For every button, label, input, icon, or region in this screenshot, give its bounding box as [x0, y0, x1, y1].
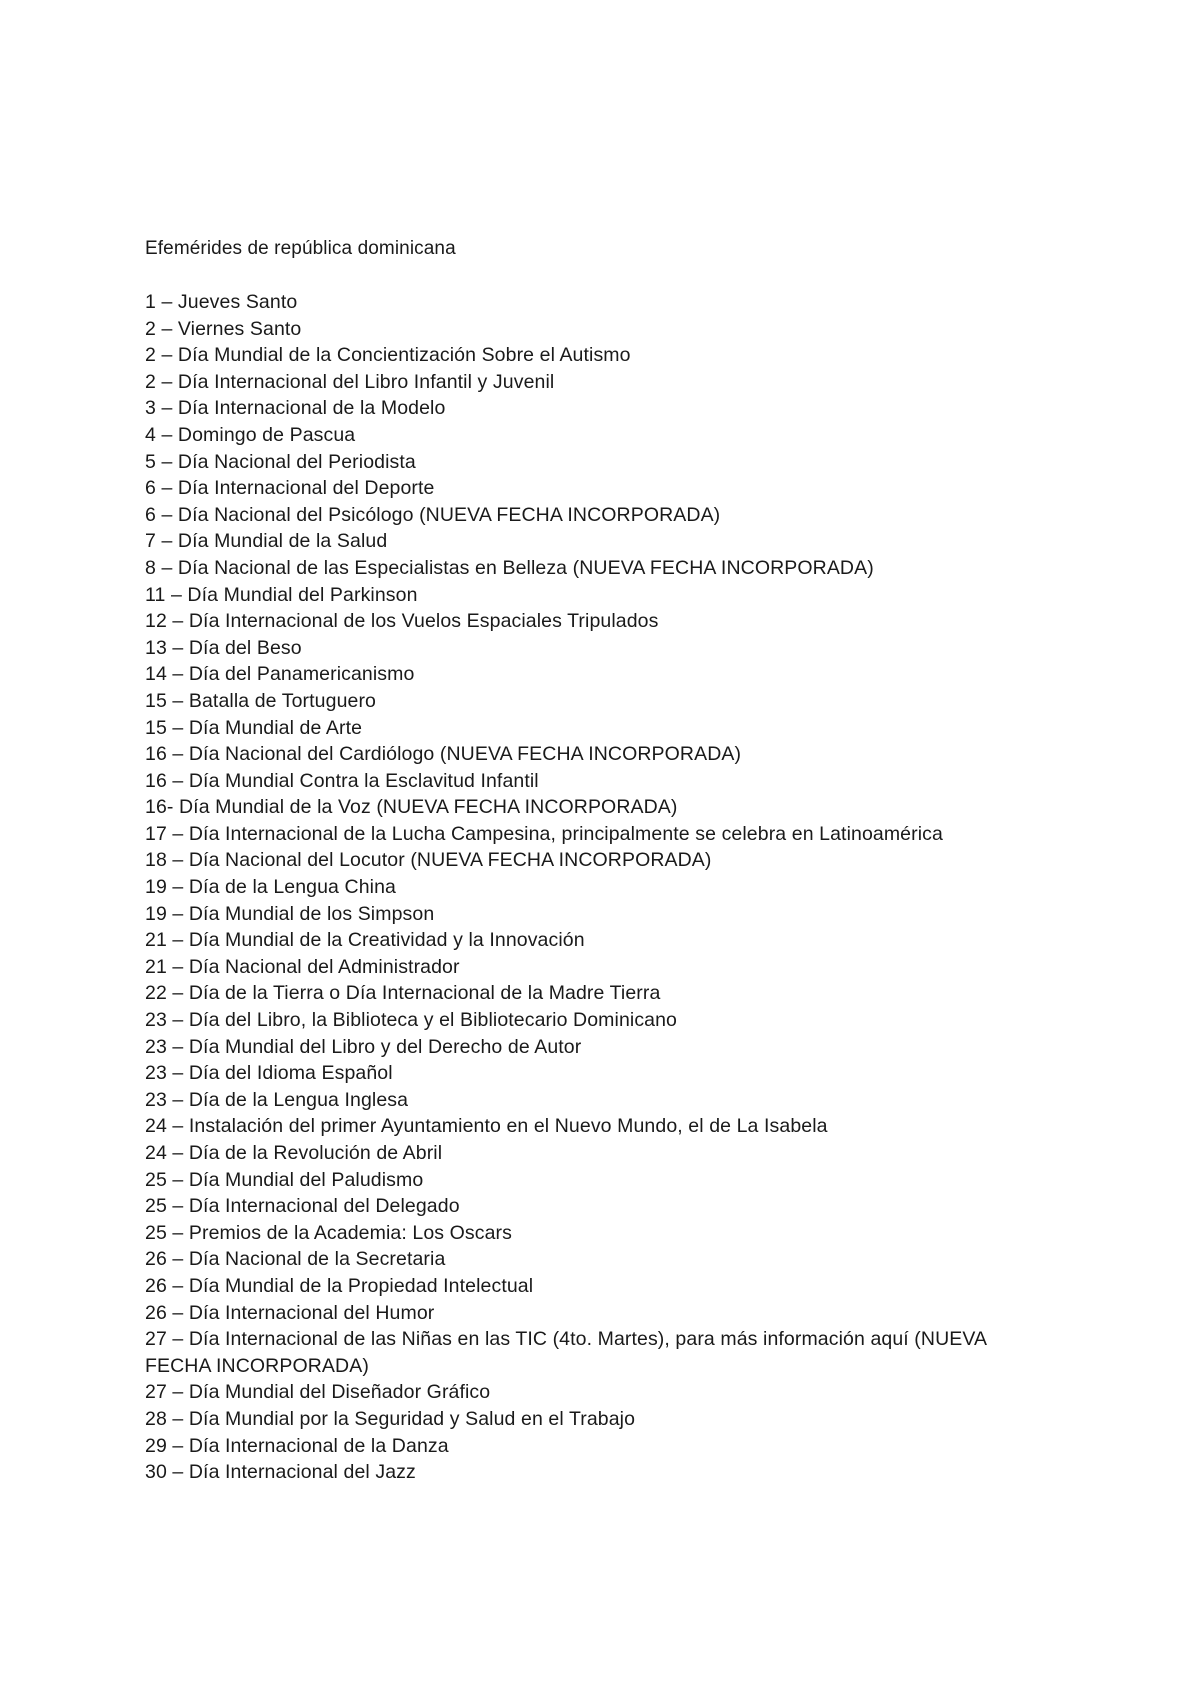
list-item: 27 – Día Internacional de las Niñas en las TIC (4to. Martes), para más información aquí (NUEVA FECHA INCORPORADA)	[145, 1328, 987, 1377]
list-item: 25 – Premios de la Academia: Los Oscars	[145, 1221, 512, 1244]
list-item: 17 – Día Internacional de la Lucha Campesina, principalmente se celebra en Latinoamérica	[145, 822, 943, 845]
list-item: 28 – Día Mundial por la Seguridad y Salud en el Trabajo	[145, 1407, 636, 1430]
list-item: 12 – Día Internacional de los Vuelos Espaciales Tripulados	[145, 610, 659, 633]
list-item: 19 – Día de la Lengua China	[145, 876, 396, 899]
list-item: 24 – Instalación del primer Ayuntamiento en el Nuevo Mundo, el de La Isabela	[145, 1115, 828, 1138]
list-item: 18 – Día Nacional del Locutor (NUEVA FECHA INCORPORADA)	[145, 849, 712, 872]
list-item: 22 – Día de la Tierra o Día Internacional de la Madre Tierra	[145, 982, 661, 1005]
list-item: 26 – Día Internacional del Humor	[145, 1301, 435, 1324]
list-item: 29 – Día Internacional de la Danza	[145, 1434, 449, 1457]
list-item: 25 – Día Internacional del Delegado	[145, 1195, 460, 1218]
list-item: 21 – Día Mundial de la Creatividad y la Innovación	[145, 929, 585, 952]
list-item: 3 – Día Internacional de la Modelo	[145, 397, 446, 420]
list-item: 1 – Jueves Santo	[145, 291, 298, 313]
list-item: 14 – Día del Panamericanismo	[145, 663, 415, 686]
list-item: 2 – Viernes Santo	[145, 317, 302, 340]
list-item: 19 – Día Mundial de los Simpson	[145, 902, 435, 925]
list-item: 8 – Día Nacional de las Especialistas en Belleza (NUEVA FECHA INCORPORADA)	[145, 556, 874, 579]
list-item: 15 – Día Mundial de Arte	[145, 716, 363, 739]
list-item: 16 – Día Mundial Contra la Esclavitud Infantil	[145, 769, 539, 792]
list-item: 2 – Día Mundial de la Concientización Sobre el Autismo	[145, 344, 631, 367]
list-item: 16- Día Mundial de la Voz (NUEVA FECHA INCORPORADA)	[145, 796, 678, 819]
list-item: 4 – Domingo de Pascua	[145, 423, 356, 446]
list-item: 25 – Día Mundial del Paludismo	[145, 1168, 424, 1191]
list-item: 5 – Día Nacional del Periodista	[145, 450, 416, 473]
list-item: 6 – Día Nacional del Psicólogo (NUEVA FECHA INCORPORADA)	[145, 503, 721, 526]
list-item: 23 – Día del Idioma Español	[145, 1062, 393, 1085]
list-item: 15 – Batalla de Tortuguero	[145, 689, 376, 712]
list-item: 21 – Día Nacional del Administrador	[145, 955, 460, 978]
ephemeris-list	[145, 289, 1045, 1486]
list-item: 16 – Día Nacional del Cardiólogo (NUEVA FECHA INCORPORADA)	[145, 743, 742, 766]
list-item: 30 – Día Internacional del Jazz	[145, 1461, 416, 1484]
document-title: Efemérides de república dominicana	[145, 238, 456, 259]
list-item: 27 – Día Mundial del Diseñador Gráfico	[145, 1381, 491, 1404]
list-item: 6 – Día Internacional del Deporte	[145, 477, 435, 500]
list-item: 11 – Día Mundial del Parkinson	[145, 583, 418, 606]
list-item: 24 – Día de la Revolución de Abril	[145, 1142, 443, 1164]
list-item: 23 – Día de la Lengua Inglesa	[145, 1088, 409, 1111]
list-item: 2 – Día Internacional del Libro Infantil y Juvenil	[145, 370, 555, 393]
list-item: 13 – Día del Beso	[145, 636, 302, 659]
list-item: 7 – Día Mundial de la Salud	[145, 530, 388, 553]
list-item: 26 – Día Nacional de la Secretaria	[145, 1248, 446, 1271]
list-item: 23 – Día del Libro, la Biblioteca y el Bibliotecario Dominicano	[145, 1009, 677, 1032]
list-item: 23 – Día Mundial del Libro y del Derecho de Autor	[145, 1035, 582, 1058]
list-item: 26 – Día Mundial de la Propiedad Intelectual	[145, 1274, 534, 1297]
